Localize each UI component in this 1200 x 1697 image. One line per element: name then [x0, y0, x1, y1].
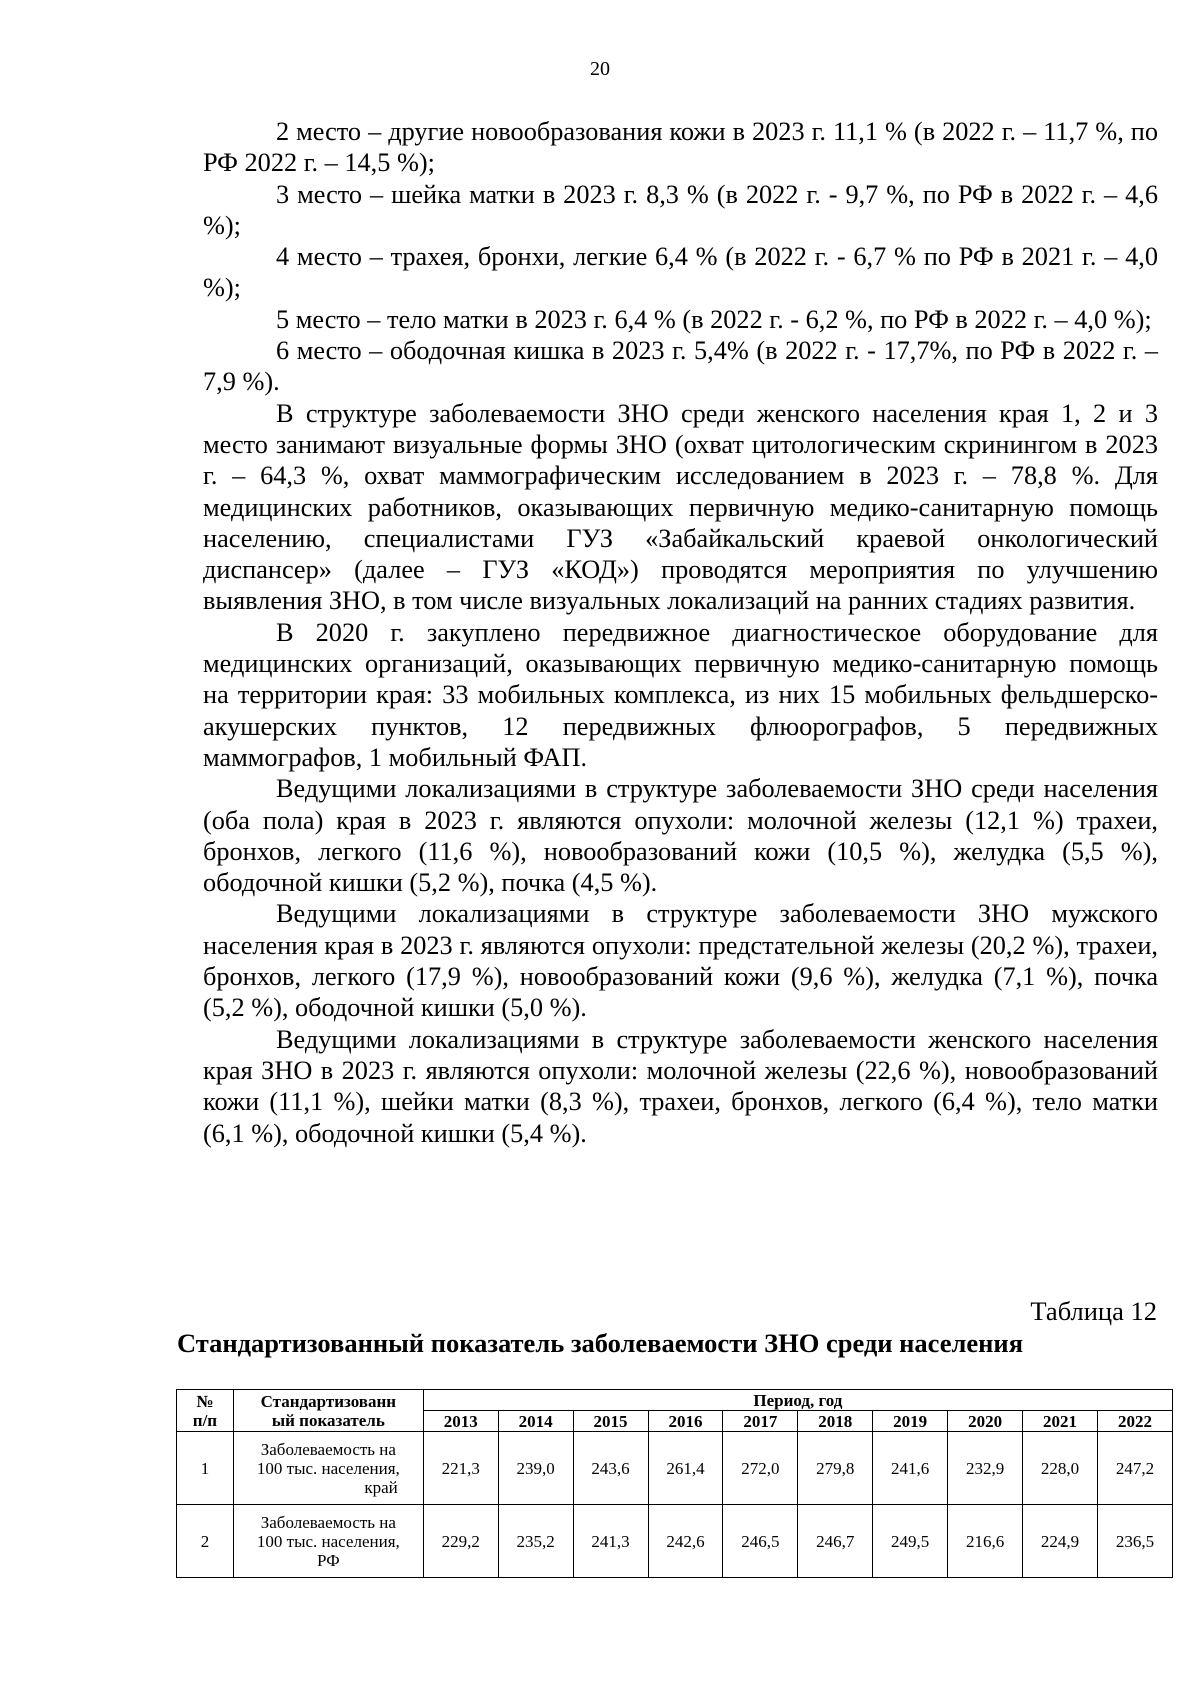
table-label: Таблица 12 — [1030, 1296, 1157, 1326]
row-desc-line: Заболеваемость на — [260, 1512, 396, 1532]
table-cell: 229,2 — [423, 1505, 498, 1578]
table-row — [177, 1505, 1173, 1578]
header-year: 2018 — [798, 1411, 873, 1432]
header-year: 2016 — [648, 1411, 723, 1432]
table-cell: 249,5 — [873, 1505, 948, 1578]
header-year: 2015 — [573, 1411, 648, 1432]
paragraph: В 2020 г. закуплено передвижное диагностическое оборудование для медицинских организаций, оказывающих первичную медико-санитарную помощь на территории края: 33 мобильных комплекса, из них 15 мобильных фельдшерско-акушерских пунктов, 12 передвижных флюорографов, 5 передвижных маммографов, 1 мобильный ФАП. — [203, 617, 1158, 772]
header-indicator — [233, 1390, 423, 1432]
page-number: 20 — [590, 58, 610, 80]
table-cell: 224,9 — [1023, 1505, 1098, 1578]
row-desc-line: 100 тыс. населения, — [256, 1531, 400, 1551]
header-indicator-line2: ый показатель — [271, 1410, 385, 1430]
table-cell: 236,5 — [1097, 1505, 1172, 1578]
header-num — [177, 1390, 234, 1432]
table-cell: 247,2 — [1097, 1432, 1172, 1505]
table-cell: 261,4 — [648, 1432, 723, 1505]
paragraph: 2 место – другие новообразования кожи в 2023 г. 11,1 % (в 2022 г. – 11,7 %, по РФ 2022 г. – 14,5 %); — [203, 117, 1158, 178]
body-text — [203, 116, 1158, 1149]
paragraph: 3 место – шейка матки в 2023 г. 8,3 % (в 2022 г. - 9,7 %, по РФ в 2022 г. – 4,6 %); — [203, 179, 1158, 240]
paragraph: Ведущими локализациями в структуре заболеваемости ЗНО мужского населения края в 2023 г. являются опухоли: предстательной железы (20,2 %), трахеи, бронхов, легкого (17,9 %), новообразований кожи (9,6 %), желудка (7,1 %), почка (5,2 %), ободочной кишки (5,0 %). — [203, 899, 1158, 1023]
header-num-line1: № — [196, 1391, 214, 1411]
header-year: 2020 — [948, 1411, 1023, 1432]
paragraph: 5 место – тело матки в 2023 г. 6,4 % (в 2022 г. - 6,2 %, по РФ в 2022 г. – 4,0 %); — [276, 304, 1152, 334]
row-num: 2 — [177, 1505, 234, 1578]
table-cell: 239,0 — [498, 1432, 573, 1505]
table-cell: 272,0 — [723, 1432, 798, 1505]
header-year: 2014 — [498, 1411, 573, 1432]
row-desc-line: Заболеваемость на — [260, 1439, 396, 1459]
table-cell: 246,5 — [723, 1505, 798, 1578]
table-cell: 235,2 — [498, 1505, 573, 1578]
paragraph: 6 место – ободочная кишка в 2023 г. 5,4% (в 2022 г. - 17,7%, по РФ в 2022 г. – 7,9 %). — [203, 336, 1158, 397]
table-cell: 216,6 — [948, 1505, 1023, 1578]
table-row — [177, 1432, 1173, 1505]
table-title: Стандартизованный показатель заболеваемости ЗНО среди населения — [176, 1328, 1024, 1358]
header-indicator-line1: Стандартизованн — [260, 1391, 397, 1411]
paragraph: 4 место – трахея, бронхи, легкие 6,4 % (в 2022 г. - 6,7 % по РФ в 2021 г. – 4,0 %); — [203, 242, 1158, 303]
table-cell: 242,6 — [648, 1505, 723, 1578]
row-desc — [233, 1432, 423, 1505]
incidence-table — [176, 1389, 1173, 1578]
paragraph: В структуре заболеваемости ЗНО среди женского населения края 1, 2 и 3 место занимают визуальные формы ЗНО (охват цитологическим скринингом в 2023 г. – 64,3 %, охват маммографическим исследованием в 2023 г. – 78,8 %. Для медицинских работников, оказывающих первичную медико-санитарную помощь населению, специалистами ГУЗ «Забайкальский краевой онкологический диспансер» (далее – ГУЗ «КОД») проводятся мероприятия по улучшению выявления ЗНО, в том числе визуальных локализаций на ранних стадиях развития. — [203, 398, 1158, 616]
row-desc-line: РФ — [317, 1550, 340, 1570]
header-year: 2021 — [1023, 1411, 1098, 1432]
table-cell: 246,7 — [798, 1505, 873, 1578]
table-cell: 241,6 — [873, 1432, 948, 1505]
row-num: 1 — [177, 1432, 234, 1505]
header-year: 2019 — [873, 1411, 948, 1432]
row-desc-line: край — [364, 1477, 398, 1497]
header-year: 2017 — [723, 1411, 798, 1432]
table-cell: 232,9 — [948, 1432, 1023, 1505]
table-cell: 221,3 — [423, 1432, 498, 1505]
row-desc — [233, 1505, 423, 1578]
header-period: Период, год — [423, 1390, 1172, 1411]
header-year: 2022 — [1097, 1411, 1172, 1432]
table-cell: 228,0 — [1023, 1432, 1098, 1505]
table-cell: 241,3 — [573, 1505, 648, 1578]
header-year: 2013 — [423, 1411, 498, 1432]
row-desc-line: 100 тыс. населения, — [256, 1458, 400, 1478]
table-cell: 243,6 — [573, 1432, 648, 1505]
table-cell: 279,8 — [798, 1432, 873, 1505]
paragraph: Ведущими локализациями в структуре заболеваемости ЗНО среди населения (оба пола) края в 2023 г. являются опухоли: молочной железы (12,1 %) трахеи, бронхов, легкого (11,6 %), новообразований кожи (10,5 %), желудка (5,5 %), ободочной кишки (5,2 %), почка (4,5 %). — [203, 774, 1158, 898]
header-num-line2: п/п — [192, 1410, 218, 1430]
paragraph: Ведущими локализациями в структуре заболеваемости женского населения края ЗНО в 2023 г. являются опухоли: молочной железы (22,6 %), новообразований кожи (11,1 %), шейки матки (8,3 %), трахеи, бронхов, легкого (6,4 %), тело матки (6,1 %), ободочной кишки (5,4 %). — [203, 1024, 1158, 1148]
